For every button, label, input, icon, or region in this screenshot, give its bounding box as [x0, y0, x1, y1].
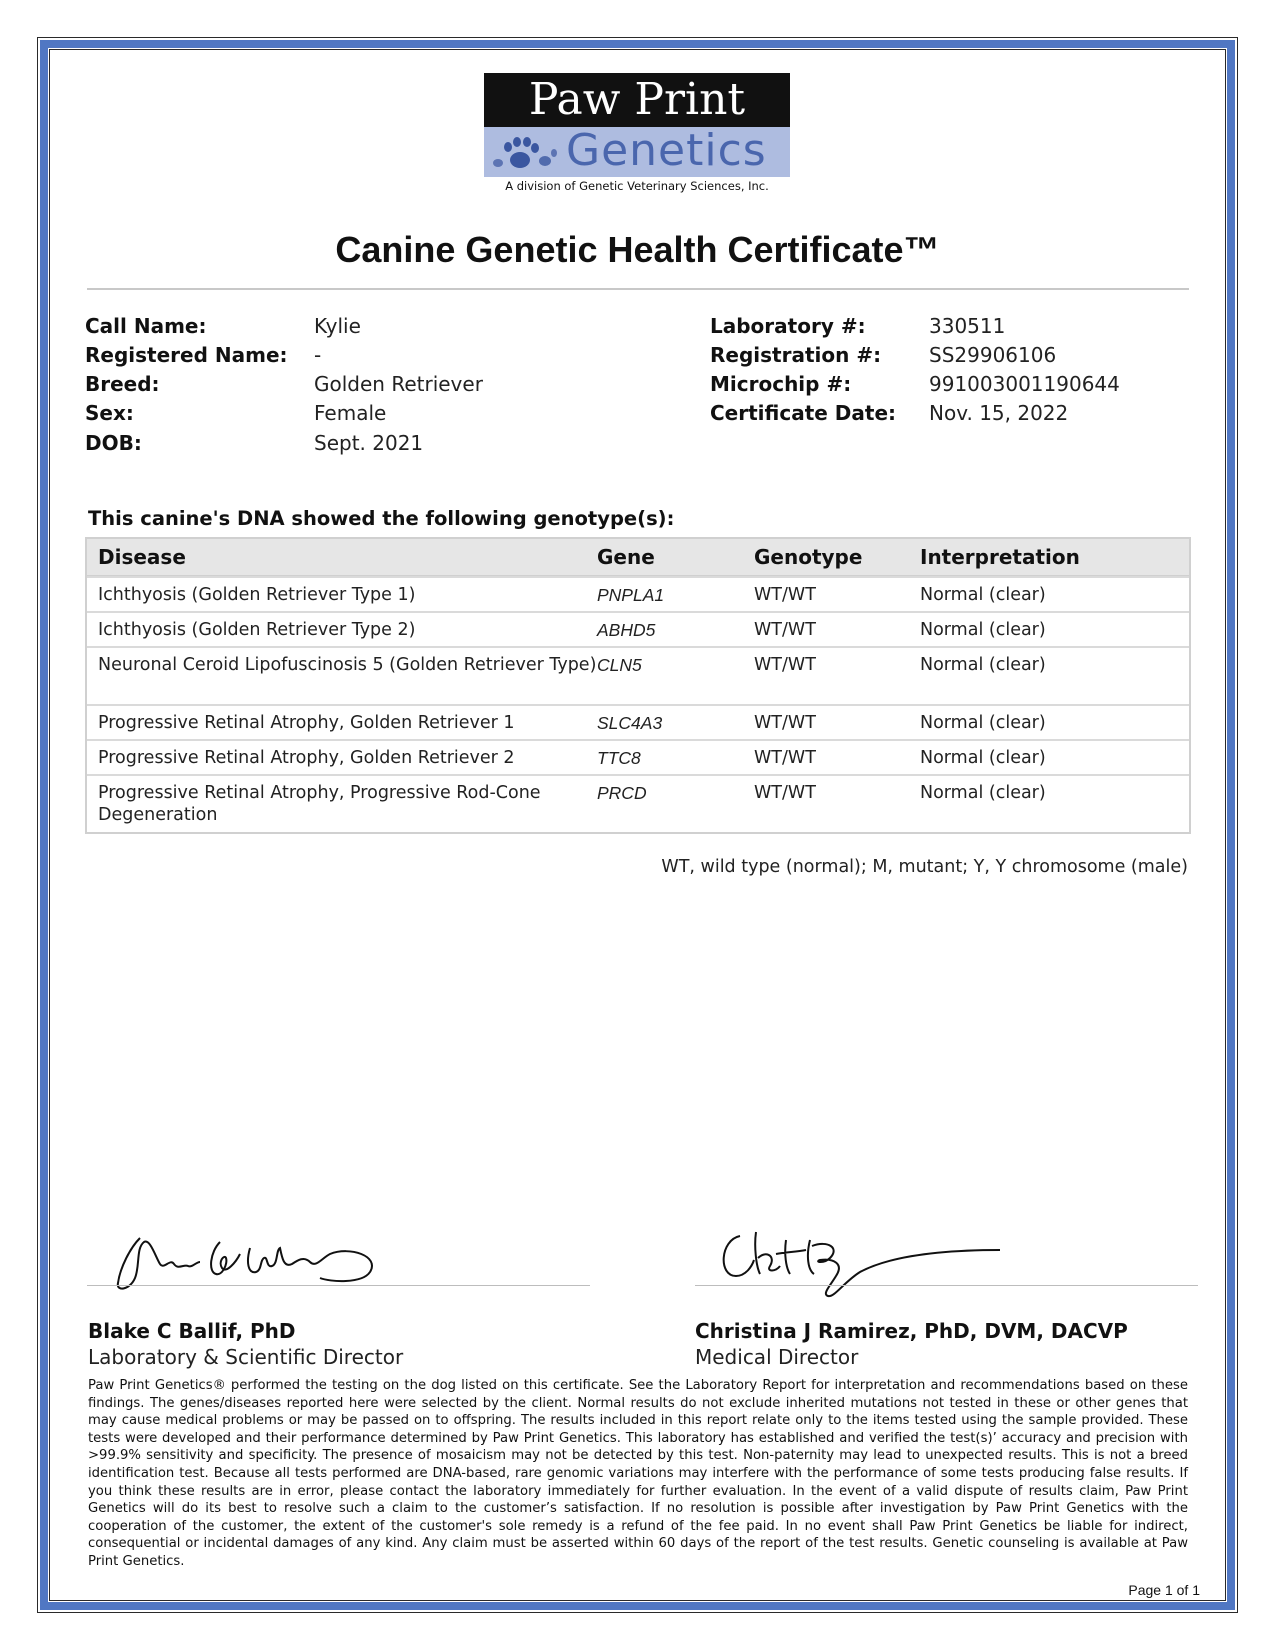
gene-cell: PNPLA1 [597, 585, 665, 605]
table-row [87, 576, 1189, 611]
signer-title-left: Laboratory & Scientific Director [88, 1345, 404, 1369]
registration-number-value: SS29906106 [929, 343, 1057, 367]
call-name-value: Kylie [314, 314, 361, 338]
table-header [87, 539, 1189, 576]
genotype-legend-note: WT, wild type (normal); M, mutant; Y, Y chromosome (male) [661, 857, 1188, 877]
interpretation-cell: Normal (clear) [920, 585, 1046, 605]
interpretation-cell: Normal (clear) [920, 655, 1046, 675]
logo-brand-bottom: Genetics [566, 125, 767, 176]
breed-label: Breed: [85, 372, 160, 396]
interpretation-cell: Normal (clear) [920, 713, 1046, 733]
certificate-title: Canine Genetic Health Certificate™ [335, 229, 940, 270]
microchip-number-label: Microchip #: [710, 372, 852, 396]
sex-label: Sex: [85, 401, 134, 425]
laboratory-number-value: 330511 [929, 314, 1006, 338]
header-interpretation: Interpretation [920, 545, 1080, 569]
genotype-cell: WT/WT [754, 783, 816, 803]
sex-value: Female [314, 401, 387, 425]
certificate-date-label: Certificate Date: [710, 401, 897, 425]
signature-christina-ramirez [710, 1226, 1000, 1304]
disease-cell: Progressive Retinal Atrophy, Golden Retriever 2 [98, 748, 515, 768]
signer-name-left: Blake C Ballif, PhD [88, 1319, 296, 1343]
interpretation-cell: Normal (clear) [920, 620, 1046, 640]
certificate-date-value: Nov. 15, 2022 [929, 401, 1069, 425]
genotype-cell: WT/WT [754, 713, 816, 733]
paw-print-genetics-logo [484, 73, 790, 204]
disease-cell: Ichthyosis (Golden Retriever Type 1) [98, 585, 416, 605]
genotype-cell: WT/WT [754, 655, 816, 675]
signer-name-right: Christina J Ramirez, PhD, DVM, DACVP [695, 1319, 1128, 1343]
interpretation-cell: Normal (clear) [920, 783, 1046, 803]
logo-tagline: A division of Genetic Veterinary Sciences, Inc. [505, 179, 769, 193]
table-row [87, 774, 1189, 832]
table-row [87, 646, 1189, 704]
genotype-heading: This canine's DNA showed the following genotype(s): [88, 507, 675, 530]
table-row [87, 611, 1189, 646]
disclaimer-text: Paw Print Genetics® performed the testing on the dog listed on this certificate. See the Laboratory Report for interpretation and recommendations based on these findings. The genes/diseases reported here were selected by the client. Normal results do not exclude inherited mutations not tested in these or other genes that may cause medical problems or may be passed on to offspring. The results included in this report relate only to the items tested using the sample provided. These tests were developed and their performance determined by Paw Print Genetics. This laboratory has established and verified the test(s)’ accuracy and precision with >99.9% sensitivity and specificity. The presence of mosaicism may not be detected by this test. Non-paternity may lead to unexpected results. This is not a breed identification test. Because all tests performed are DNA-based, rare genomic variations may interfere with the performance of some tests producing false results. If you think these results are in error, please contact the laboratory immediately for further evaluation. In the event of a valid dispute of results claim, Paw Print Genetics will do its best to resolve such a claim to the customer’s satisfaction. If no resolution is possible after investigation by Paw Print Genetics with the cooperation of the customer, the extent of the customer's sole remedy is a refund of the fee paid. In no event shall Paw Print Genetics be liable for indirect, consequential or incidental damages of any kind. Any claim must be asserted within 60 days of the report of the test results. Genetic counseling is available at Paw Print Genetics. [88, 1378, 1188, 1569]
genotype-cell: WT/WT [754, 620, 816, 640]
gene-cell: SLC4A3 [597, 713, 663, 733]
table-row [87, 739, 1189, 774]
genotype-cell: WT/WT [754, 748, 816, 768]
disease-cell: Progressive Retinal Atrophy, Golden Retriever 1 [98, 713, 515, 733]
gene-cell: TTC8 [597, 748, 641, 768]
genotype-table [85, 537, 1191, 834]
dob-value: Sept. 2021 [314, 431, 424, 455]
page-number: Page 1 of 1 [1128, 1582, 1200, 1598]
call-name-label: Call Name: [85, 314, 207, 338]
signature-line-right [695, 1285, 1198, 1286]
microchip-number-value: 991003001190644 [929, 372, 1120, 396]
paw-print-icon [490, 133, 562, 173]
logo-brand-top: Paw Print [484, 73, 790, 127]
header-disease: Disease [98, 545, 186, 569]
signer-title-right: Medical Director [695, 1345, 859, 1369]
registered-name-label: Registered Name: [85, 343, 288, 367]
gene-cell: PRCD [597, 783, 647, 803]
header-gene: Gene [597, 545, 655, 569]
disease-cell: Neuronal Ceroid Lipofuscinosis 5 (Golden Retriever Type) [98, 655, 597, 675]
gene-cell: CLN5 [597, 655, 642, 675]
disease-cell: Ichthyosis (Golden Retriever Type 2) [98, 620, 416, 640]
title-divider [87, 288, 1189, 290]
registration-number-label: Registration #: [710, 343, 882, 367]
registered-name-value: - [314, 343, 322, 367]
disease-cell: Progressive Retinal Atrophy, Progressive Rod-Cone Degeneration [98, 783, 541, 825]
genotype-cell: WT/WT [754, 585, 816, 605]
dob-label: DOB: [85, 431, 142, 455]
gene-cell: ABHD5 [597, 620, 656, 640]
signature-line-left [87, 1285, 590, 1286]
table-row [87, 704, 1189, 739]
breed-value: Golden Retriever [314, 372, 483, 396]
laboratory-number-label: Laboratory #: [710, 314, 866, 338]
interpretation-cell: Normal (clear) [920, 748, 1046, 768]
header-genotype: Genotype [754, 545, 863, 569]
